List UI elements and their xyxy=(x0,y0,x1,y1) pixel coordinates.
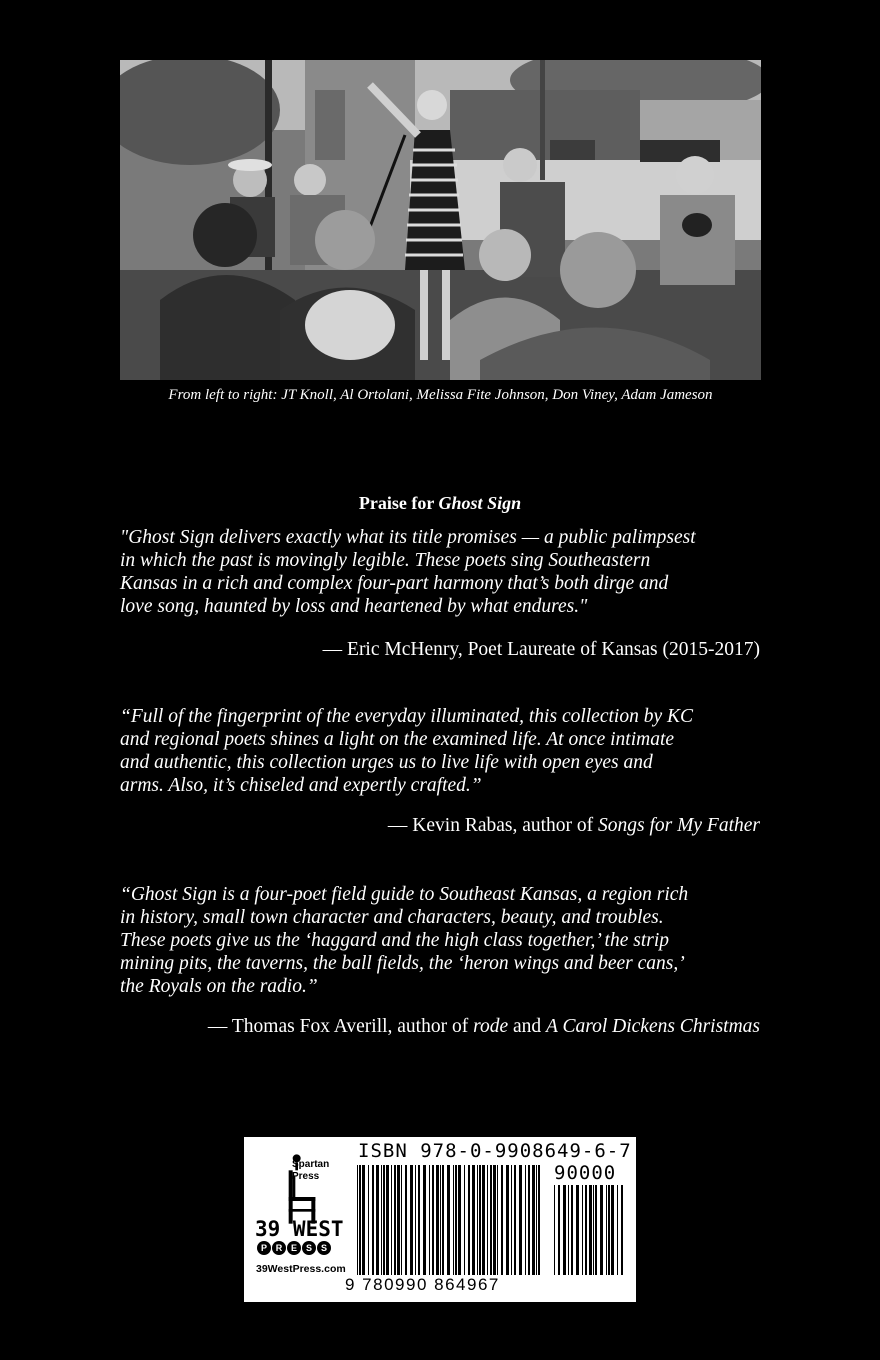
barcode-bar xyxy=(464,1165,465,1275)
barcode-bar xyxy=(558,1185,560,1275)
barcode-bar xyxy=(576,1185,579,1275)
quote-line: love song, haunted by loss and heartened by what endures." xyxy=(120,596,588,617)
barcode-bar xyxy=(525,1165,526,1275)
barcode-bar xyxy=(368,1165,369,1275)
quote-line: mining pits, the taverns, the ball fields, the ‘heron wings and beer cans,’ xyxy=(120,953,685,974)
press-letter: S xyxy=(317,1241,331,1255)
barcode-bar xyxy=(514,1165,516,1275)
quote-line: and authentic, this collection urges us to live life with open eyes and xyxy=(120,752,653,773)
attribution-rabas xyxy=(388,815,760,837)
barcode-bar xyxy=(519,1165,522,1275)
barcode-bar xyxy=(554,1185,555,1275)
isbn-text: ISBN 978-0-9908649-6-7 xyxy=(358,1140,632,1162)
barcode-bar xyxy=(410,1165,413,1275)
barcode-bar xyxy=(442,1165,444,1275)
barcode-bar xyxy=(394,1165,396,1275)
barcode-bar xyxy=(528,1165,530,1275)
barcode-bar xyxy=(593,1185,594,1275)
attribution-prefix: — Kevin Rabas, author of xyxy=(387,815,599,836)
barcode-bar xyxy=(608,1185,610,1275)
barcode-bar xyxy=(501,1165,503,1275)
barcode-bar xyxy=(582,1185,583,1275)
barcode-bar xyxy=(405,1165,407,1275)
price-code: 90000 xyxy=(554,1162,617,1184)
barcode-bar xyxy=(621,1185,623,1275)
quote-line: and regional poets shines a light on the examined life. At once intimate xyxy=(120,729,675,750)
barcode-bar xyxy=(423,1165,426,1275)
barcode-bar xyxy=(571,1185,573,1275)
press-letter: P xyxy=(257,1241,271,1255)
quote-line: "Ghost Sign delivers exactly what its title promises — a public palimpsest xyxy=(120,527,696,548)
praise-heading-prefix: Praise for xyxy=(358,493,439,513)
quote-mchenry xyxy=(120,526,760,618)
barcode-bar xyxy=(568,1185,569,1275)
barcode-bar xyxy=(532,1165,535,1275)
attribution-prefix: — Thomas Fox Averill, author of xyxy=(207,1016,474,1037)
barcode-bar xyxy=(418,1165,420,1275)
barcode-bar xyxy=(468,1165,470,1275)
attribution-book-title: rode xyxy=(473,1016,509,1037)
quote-line: in which the past is movingly legible. These poets sing Southeastern xyxy=(120,550,651,571)
barcode-bar xyxy=(447,1165,450,1275)
barcode-bar xyxy=(429,1165,430,1275)
poets-photo xyxy=(120,60,761,380)
barcode-bar xyxy=(536,1165,537,1275)
attribution-book-title: Songs for My Father xyxy=(598,815,760,836)
barcode-bar xyxy=(391,1165,392,1275)
barcode-bar xyxy=(479,1165,481,1275)
price-barcode xyxy=(554,1185,626,1275)
barcode-bar xyxy=(381,1165,382,1275)
spartan-logo-line: Press xyxy=(292,1171,320,1182)
barcode-bar xyxy=(490,1165,492,1275)
press-letter: E xyxy=(287,1241,301,1255)
barcode-bar xyxy=(511,1165,512,1275)
spartan-press-logo xyxy=(292,1159,329,1183)
quote-rabas xyxy=(120,705,760,797)
attribution-averill xyxy=(208,1016,760,1038)
barcode-bar xyxy=(432,1165,434,1275)
39-west-press-logo: 39 WEST xyxy=(255,1217,344,1241)
quote-line: arms. Also, it’s chiseled and expertly crafted.” xyxy=(120,775,482,796)
quote-line: the Royals on the radio.” xyxy=(120,976,318,997)
quote-line: “Full of the fingerprint of the everyday illuminated, this collection by KC xyxy=(120,706,693,727)
praise-heading xyxy=(0,493,880,514)
barcode-bar xyxy=(493,1165,496,1275)
photo-caption: From left to right: JT Knoll, Al Ortolani, Melissa Fite Johnson, Don Viney, Adam Jameson xyxy=(168,387,713,403)
barcode-bar xyxy=(397,1165,400,1275)
barcode-bar xyxy=(357,1165,358,1275)
attribution-mchenry: — Eric McHenry, Poet Laureate of Kansas (2015-2017) xyxy=(322,639,760,660)
press-letter: R xyxy=(272,1241,286,1255)
quote-averill xyxy=(120,883,760,998)
barcode-bar xyxy=(617,1185,618,1275)
press-letters xyxy=(257,1241,331,1255)
press-letter: S xyxy=(302,1241,316,1255)
barcode-bar xyxy=(595,1185,597,1275)
barcode-bar xyxy=(585,1185,587,1275)
barcode-bar xyxy=(376,1165,379,1275)
quote-line: “Ghost Sign is a four-poet field guide to Southeast Kansas, a region rich xyxy=(120,884,689,905)
barcode-bar xyxy=(362,1165,365,1275)
attribution-book-title: A Carol Dickens Christmas xyxy=(546,1016,760,1037)
barcode-bar xyxy=(606,1185,607,1275)
barcode-bar xyxy=(383,1165,385,1275)
barcode-bar xyxy=(386,1165,389,1275)
publisher-url: 39WestPress.com xyxy=(256,1263,346,1275)
quote-line: Kansas in a rich and complex four-part harmony that’s both dirge and xyxy=(120,573,669,594)
barcode-bar xyxy=(600,1185,603,1275)
barcode-bar xyxy=(487,1165,488,1275)
barcode-bar xyxy=(436,1165,439,1275)
barcode-bar xyxy=(458,1165,461,1275)
barcode-bar xyxy=(538,1165,540,1275)
barcode-box xyxy=(244,1137,636,1302)
barcode-bar xyxy=(477,1165,478,1275)
barcode-bar xyxy=(506,1165,509,1275)
praise-heading-title: Ghost Sign xyxy=(438,493,522,513)
barcode-bar xyxy=(611,1185,614,1275)
barcode-bar xyxy=(497,1165,498,1275)
barcode-bar xyxy=(372,1165,374,1275)
barcode-bar xyxy=(401,1165,402,1275)
quote-line: in history, small town character and characters, beauty, and troubles. xyxy=(120,907,664,928)
barcode-bar xyxy=(453,1165,454,1275)
ean-digits: 9 780990 864967 xyxy=(345,1275,500,1294)
quote-line: These poets give us the ‘haggard and the high class together,’ the strip xyxy=(120,930,670,951)
barcode-bar xyxy=(482,1165,485,1275)
barcode-bar xyxy=(589,1185,592,1275)
barcode-bar xyxy=(415,1165,416,1275)
barcode-bar xyxy=(563,1185,566,1275)
spartan-logo-line: Spartan xyxy=(292,1159,330,1170)
barcode-bar xyxy=(359,1165,361,1275)
isbn-barcode xyxy=(357,1165,542,1275)
attribution-and: and xyxy=(508,1016,547,1037)
barcode-bar xyxy=(440,1165,441,1275)
barcode-bar xyxy=(472,1165,475,1275)
barcode-bar xyxy=(455,1165,457,1275)
